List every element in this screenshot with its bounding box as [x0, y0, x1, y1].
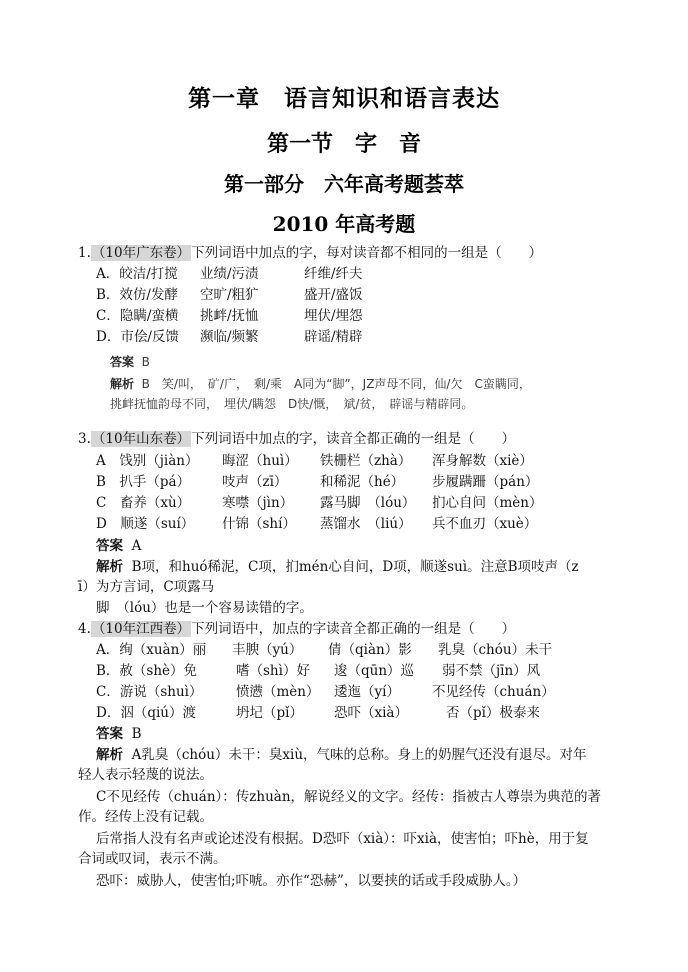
q4-analysis-line1: A乳臭（chóu）未干：臭xiù，气味的总称。身上的奶腥气还没有退尽。对年 — [131, 747, 587, 763]
q3-analysis-line1-row — [96, 557, 579, 577]
q4-analysis-line4: 作。经传上没有记载。 — [78, 809, 213, 825]
q4-source: （10年江西卷） — [91, 621, 191, 637]
q1-source: （10年广东卷） — [91, 245, 191, 261]
q4-analysis-line5: 后常指人没有名声或论述没有根据。D恐吓（xià）：吓xià，使害怕；吓hè，用于复 — [96, 831, 589, 847]
q1-stem-line — [78, 243, 542, 263]
document-page: 第一章 语言知识和语言表达 第一节 字 音 第一部分 六年高考题荟萃 2010 年高考题 1.（10年广东卷）下列词语中加点的字，每对读音都不相同的一组是（ ） A．皎洁/打搅 业绩/污渍 纤维/纤夫 B．效仿/发酵 空旷/粗犷 盛开/盛饭 C．隐瞒/蛮横 挑衅/抚恤 埋伏/埋怨 D．市侩/反馈 濒临/频繁 辟谣/精辟 答案 B 解析 B 笑/叫， 矿/广， 剩/乘 A同为“脚”，JZ声母不同，仙/欠 C蛮瞒同， 挑衅抚恤韵母不同， 埋伏/瞒怨 D快/慨， 斌/贫， 辟谣与精辟同。 3.（10年山东卷）下列词语中加点的字，读音全都正确的一组是（ ） A 饯别（jiàn） 晦涩（huì） 铁栅栏（zhà） 浑身解数（xiè） B 扒手（pá） 吱声（zī） 和稀泥（hé） 步履蹒跚（pán） C 畜养（xù） 寒噤（jìn） 露马脚 （lóu） 扪心自问（mèn） D 顺遂（suí） 什锦（shí） 蒸馏水 （liú） 兵不血刃（xuè） 答案 A 解析 B项，和huó稀泥，C项，扪mén心自问，D项，顺遂suì。注意B项吱声（z ī）为方言词，C项露马 脚 （lóu）也是一个容易读错的字。 4.（10年江西卷）下列词语中，加点的字读音全都正确的一组是（ ） A．绚（xuàn）丽 丰腴（yú） 倩（qiàn）影 乳臭（chóu）未干 B．赦（shè）免 嗜（shì）好 逡（qūn）巡 弱不禁（jīn）风 C．游说（shuì） 愤懑（mèn） 逶迤（yí） 不见经传（chuán） D．泅（qiú）渡 坍圮（pǐ） 恐吓（xià） 否（pǐ）极泰来 答案 B 解析 A乳臭（chóu）未干：臭xiù，气味的总称。身上的奶腥气还没有退尽。对年 轻人表示轻蔑的说法。 C不见经传（chuán）：传zhuàn，解说经义的文字。经传：指被古人尊崇为典范的著 作。经传上没有记载。 后常指人没有名声或论述没有根据。D恐吓（xià）：吓xià，使害怕；吓hè，用于复 合词或叹词，表示不满。 恐吓：威胁人，使害怕;吓唬。亦作“恐赫”，以要挟的话或手段威胁人。） — [0, 0, 688, 972]
q3-source: （10年山东卷） — [91, 431, 191, 447]
q1-stem: 下列词语中加点的字，每对读音都不相同的一组是（ ） — [191, 245, 543, 261]
q3-number: 3. — [78, 431, 91, 447]
q3-answer: A — [131, 538, 142, 554]
q4-analysis-line3: C不见经传（chuán）：传zhuàn，解说经义的文字。经传：指被古人尊崇为典范的著 — [96, 789, 602, 805]
part-title: 第一部分 六年高考题荟萃 — [224, 172, 464, 196]
q1-analysis-line1: B 笑/叫， 矿/广， 剩/乘 A同为“脚”，JZ声母不同，仙/欠 C蛮瞒同， — [141, 377, 531, 391]
q3-analysis-line2: ī）为方言词，C项露马 — [78, 579, 215, 595]
q1-answer-label: 答案 — [110, 355, 135, 369]
q3-analysis-label: 解析 — [96, 559, 123, 575]
q4-analysis-line6: 合词或叹词，表示不满。 — [78, 851, 227, 867]
q4-stem-line — [78, 619, 515, 639]
q4-analysis-label: 解析 — [96, 747, 123, 763]
q3-analysis-line3: 脚 （lóu）也是一个容易读错的字。 — [96, 600, 313, 616]
q4-number: 4. — [78, 621, 91, 637]
q1-analysis-label: 解析 — [110, 377, 135, 391]
chapter-title: 第一章 语言知识和语言表达 — [188, 85, 500, 112]
q3-analysis-line1: B项，和huó稀泥，C项，扪mén心自问，D项，顺遂suì。注意B项吱声（z — [131, 559, 579, 575]
q4-answer-line — [96, 724, 142, 744]
q1-number: 1. — [78, 245, 91, 261]
year-title: 2010 年高考题 — [272, 212, 416, 236]
q1-analysis-line2: 挑衅抚恤韵母不同， 埋伏/瞒怨 D快/慨， 斌/贫， 辟谣与精辟同。 — [110, 397, 474, 411]
q1-answer-image — [110, 353, 630, 415]
q3-stem-line — [78, 429, 515, 449]
q3-answer-line — [96, 536, 141, 556]
q3-answer-label: 答案 — [96, 538, 123, 554]
q4-answer: B — [131, 726, 142, 742]
q4-analysis-line2: 轻人表示轻蔑的说法。 — [78, 767, 213, 783]
section-title: 第一节 字 音 — [266, 131, 421, 157]
q1-answer: B — [141, 355, 150, 369]
q4-analysis-line7: 恐吓：威胁人，使害怕;吓唬。亦作“恐赫”，以要挟的话或手段威胁人。） — [96, 873, 527, 889]
q4-answer-label: 答案 — [96, 726, 123, 742]
q3-stem: 下列词语中加点的字，读音全都正确的一组是（ ） — [191, 431, 516, 447]
q4-stem: 下列词语中，加点的字读音全都正确的一组是（ ） — [191, 621, 516, 637]
q4-analysis-line1-row — [96, 745, 587, 765]
